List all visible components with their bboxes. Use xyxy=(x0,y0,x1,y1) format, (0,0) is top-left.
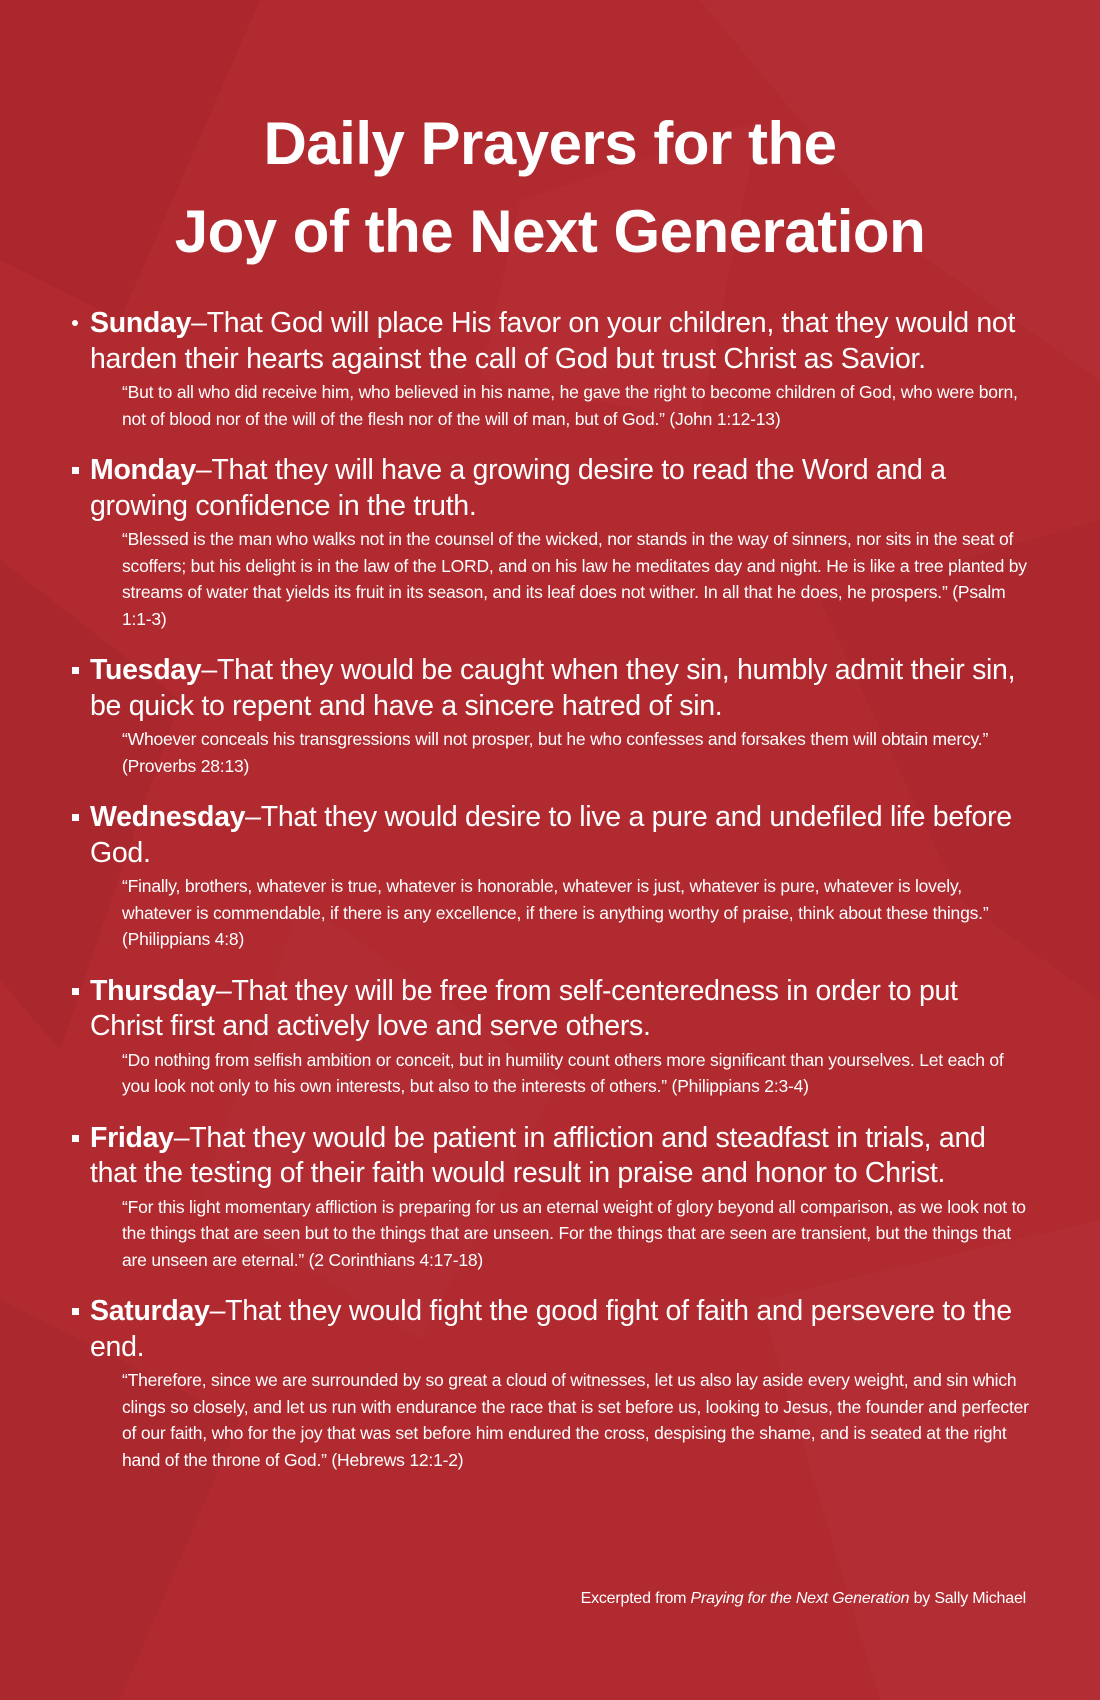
prayer-list xyxy=(72,306,1032,1494)
scripture-quote: “Blessed is the man who walks not in the counsel of the wicked, nor stands in the way of sinners, nor sits in the seat of scoffers; but his delight is in the law of the LORD, and on his law he meditates day and night. He is like a tree planted by streams of water that yields its fruit in its season, and its leaf does not wither. In all that he does, he prospers.” (Psalm 1:1-3) xyxy=(122,529,1027,629)
prayer-text: –That they would be caught when they sin, humbly admit their sin, be quick to repent and have a sincere hatred of sin. xyxy=(90,654,1016,722)
prayer-heading xyxy=(90,1121,1032,1192)
book-title: Praying for the Next Generation xyxy=(690,1590,910,1607)
prayer-item-sunday xyxy=(72,306,1032,432)
excerpt-credit xyxy=(581,1588,1026,1610)
prayer-heading xyxy=(90,1294,1032,1365)
day-name: Tuesday xyxy=(90,654,202,686)
credit-suffix: by Sally Michael xyxy=(909,1590,1026,1607)
prayer-text: –That they would fight the good fight of faith and persevere to the end. xyxy=(90,1295,1012,1363)
day-name: Monday xyxy=(90,454,196,486)
day-name: Friday xyxy=(90,1121,174,1154)
day-name: Sunday xyxy=(90,307,192,339)
scripture-quote: “Finally, brothers, whatever is true, whatever is honorable, whatever is just, whatever is pure, whatever is lovely, whatever is commendable, if there is any excellence, if there is anything worthy of praise, think about these things.” (Philippians 4:8) xyxy=(122,876,989,949)
prayer-item-wednesday xyxy=(72,800,1032,953)
prayer-text: –That they would be patient in affliction and steadfast in trials, and that the testing of their faith would result in praise and honor to Christ. xyxy=(90,1121,986,1189)
page-title xyxy=(0,100,1100,276)
square-bullet-icon xyxy=(72,467,79,474)
day-name: Wednesday xyxy=(90,801,246,833)
prayer-heading xyxy=(90,306,1032,377)
title-line-2: Joy of the Next Generation xyxy=(174,198,926,265)
scripture-quote: “Therefore, since we are surrounded by so great a cloud of witnesses, let us also lay aside every weight, and sin which clings so closely, and let us run with endurance the race that is set before us, looking to Jesus, the founder and perfecter of our faith, who for the joy that was set before him endured the cross, despising the shame, and is seated at the right hand of the throne of God.” (Hebrews 12:1-2) xyxy=(122,1370,1029,1470)
square-bullet-icon xyxy=(72,988,79,995)
square-bullet-icon xyxy=(72,667,79,674)
prayer-heading xyxy=(90,453,1032,524)
scripture-quote: “Do nothing from selfish ambition or conceit, but in humility count others more significant than yourselves. Let each of you look not only to his own interests, but also to the interests of others.” (Philippians 2:3-4) xyxy=(122,1049,1004,1096)
prayer-item-friday xyxy=(72,1121,1032,1274)
scripture-quote: “For this light momentary affliction is preparing for us an eternal weight of glory beyond all comparison, as we look not to the things that are seen but to the things that are unseen. For the things that are seen are transient, but the things that are unseen are eternal.” (2 Corinthians 4:17-18) xyxy=(122,1196,1026,1270)
scripture-quote: “But to all who did receive him, who believed in his name, he gave the right to become children of God, who were born, not of blood nor of the will of the flesh nor of the will of man, but of God.” (John 1:12-13) xyxy=(122,382,1018,429)
prayer-text: –That they will have a growing desire to read the Word and a growing confidence in the truth. xyxy=(90,454,946,522)
prayer-item-saturday xyxy=(72,1294,1032,1473)
prayer-item-tuesday xyxy=(72,653,1032,779)
prayer-item-thursday xyxy=(72,974,1032,1100)
round-bullet-icon xyxy=(72,320,78,326)
prayer-heading xyxy=(90,974,1032,1045)
square-bullet-icon xyxy=(72,1135,79,1142)
day-name: Thursday xyxy=(90,974,216,1007)
title-line-1: Daily Prayers for the xyxy=(263,110,837,177)
day-name: Saturday xyxy=(90,1295,210,1327)
prayer-heading xyxy=(90,653,1032,724)
prayer-text: –That God will place His favor on your children, that they would not harden their hearts against the call of God but trust Christ as Savior. xyxy=(90,307,1016,375)
prayer-heading xyxy=(90,800,1032,871)
scripture-quote: “Whoever conceals his transgressions will not prosper, but he who confesses and forsakes them will obtain mercy.” (Proverbs 28:13) xyxy=(122,729,989,776)
prayer-text: –That they would desire to live a pure and undefiled life before God. xyxy=(90,801,1012,869)
prayer-item-monday xyxy=(72,453,1032,632)
credit-prefix: Excerpted from xyxy=(580,1590,691,1607)
prayer-text: –That they will be free from self-centeredness in order to put Christ first and actively love and serve others. xyxy=(90,974,958,1042)
square-bullet-icon xyxy=(72,814,79,821)
square-bullet-icon xyxy=(72,1308,79,1315)
